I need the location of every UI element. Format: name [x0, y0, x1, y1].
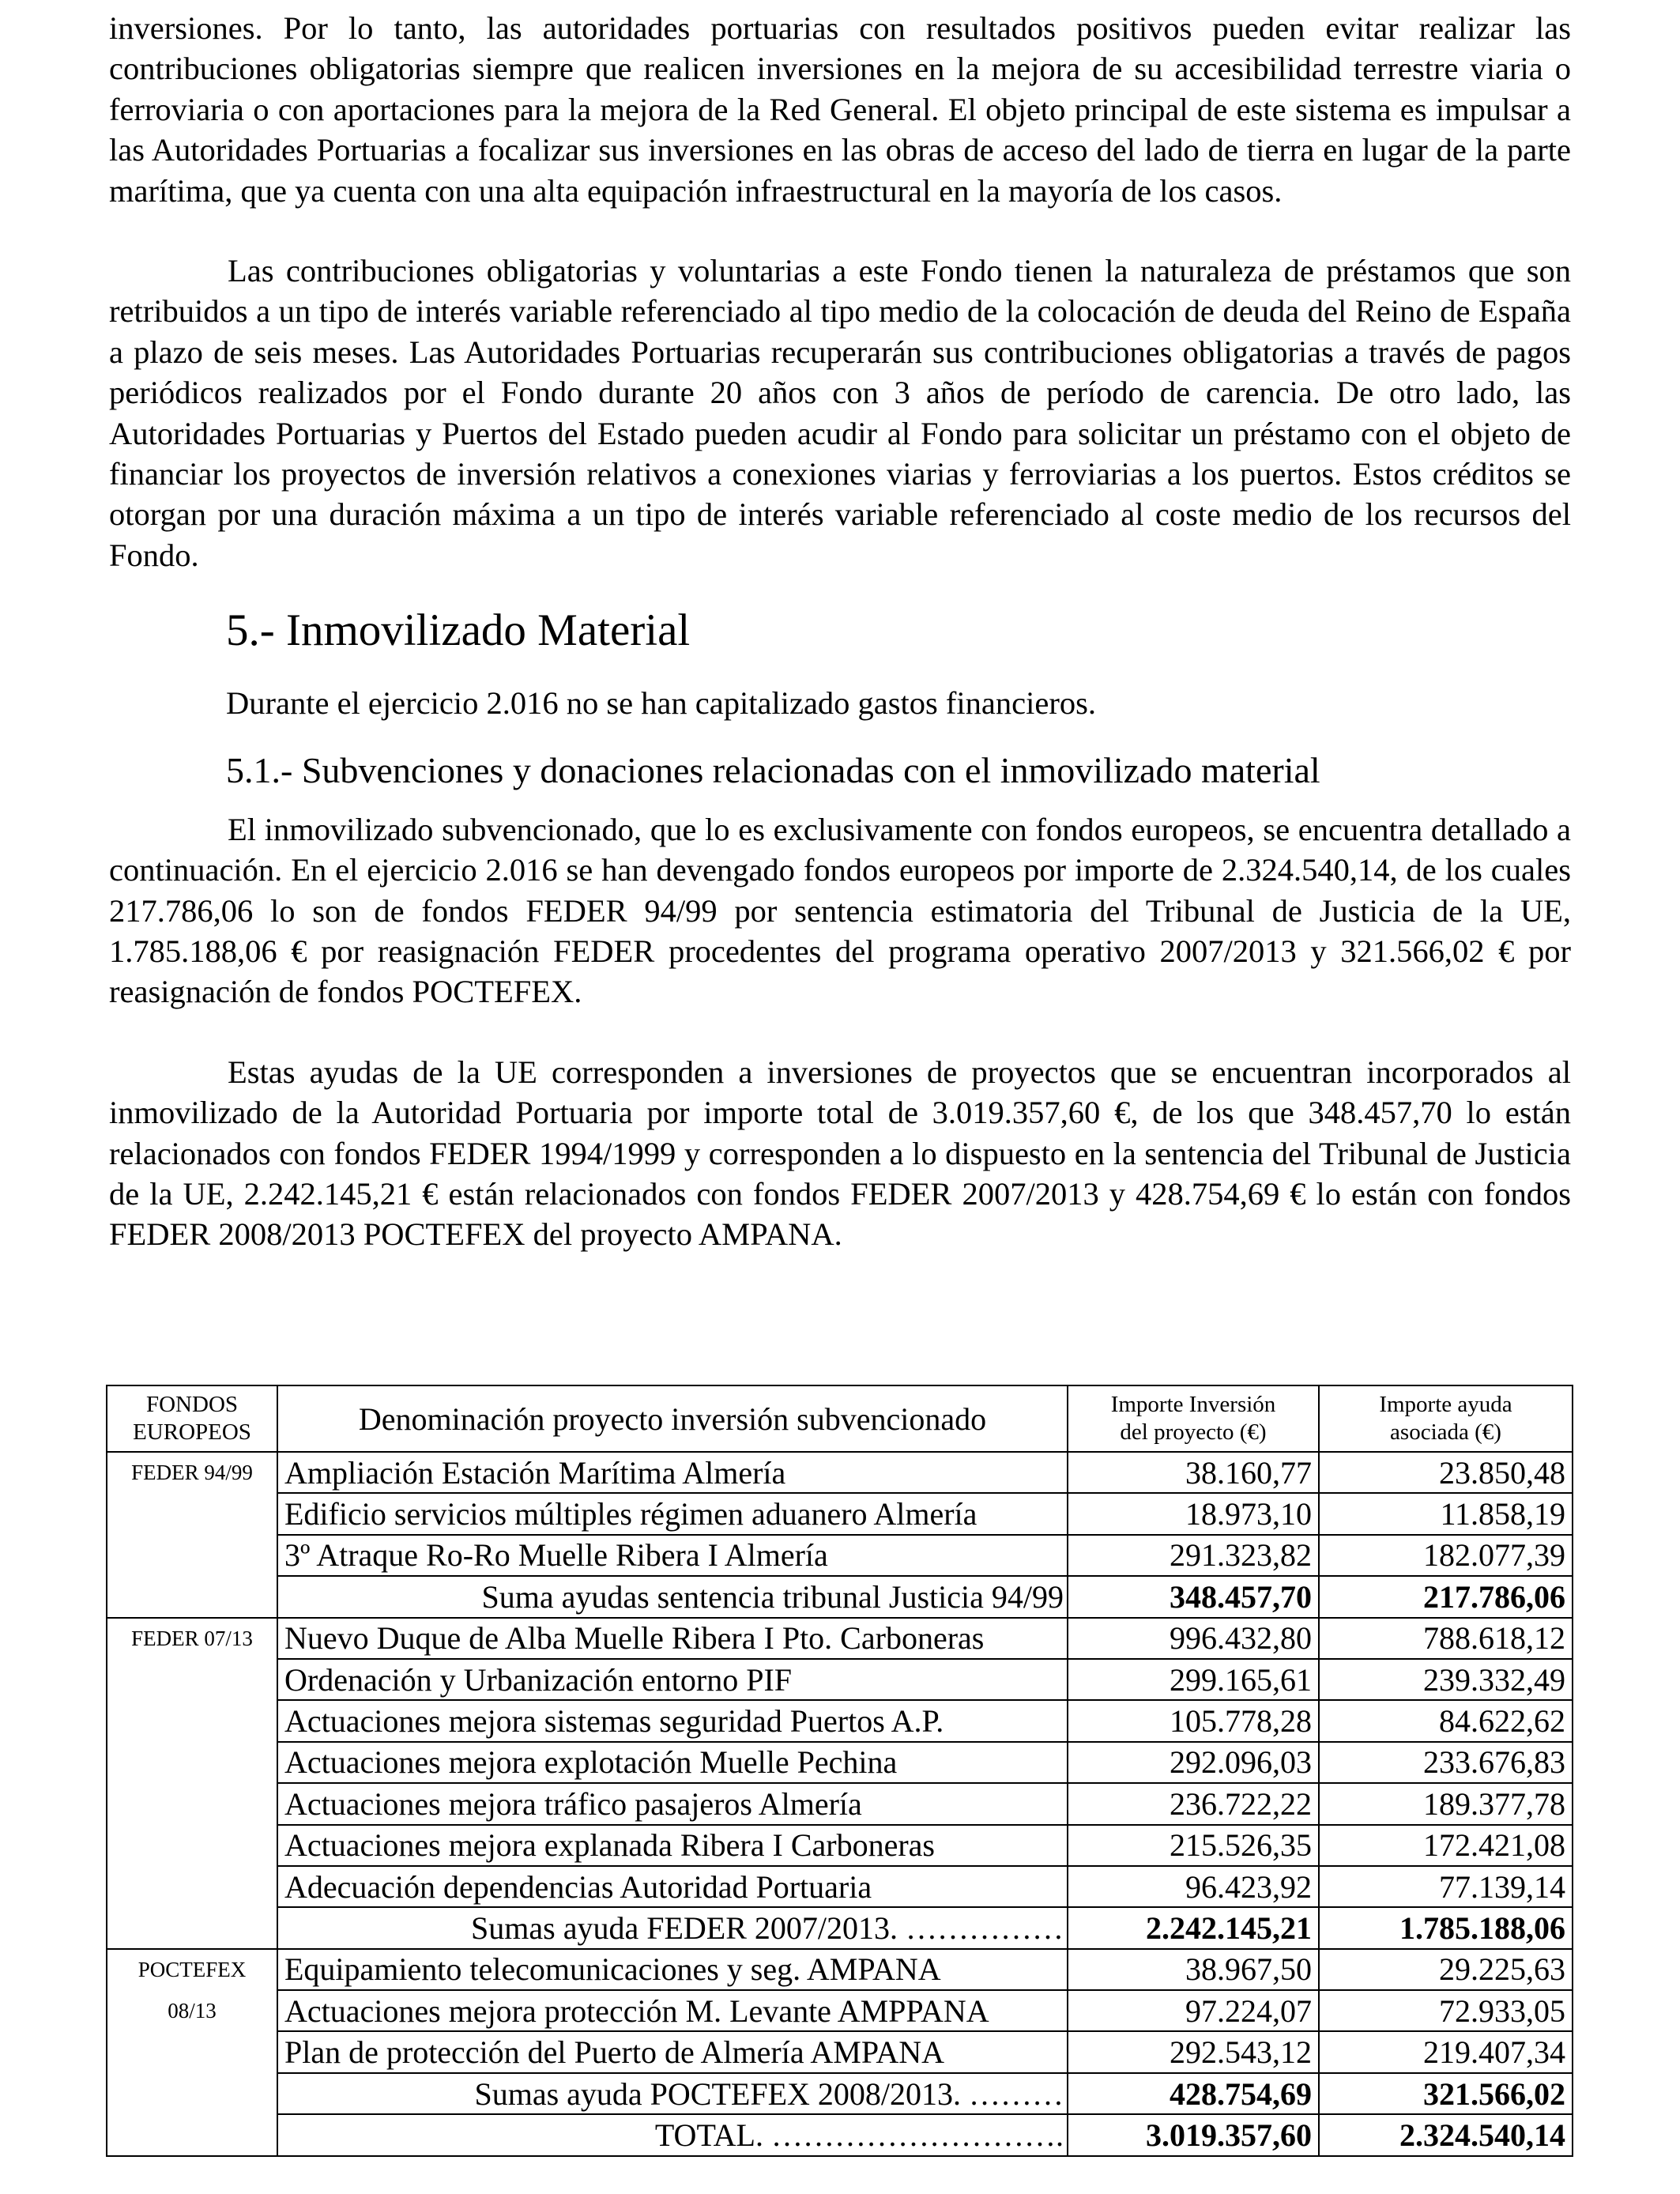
table-row	[107, 2031, 1573, 2072]
aid-cell: 219.407,34	[1319, 2031, 1573, 2072]
investment-cell: 292.096,03	[1068, 1742, 1319, 1783]
subtotal-investment-cell: 348.457,70	[1068, 1576, 1319, 1617]
fund-cell: 08/13	[107, 1990, 277, 2031]
investment-cell: 105.778,28	[1068, 1700, 1319, 1741]
investment-cell: 96.423,92	[1068, 1866, 1319, 1907]
project-name-cell: Ampliación Estación Marítima Almería	[277, 1452, 1068, 1493]
total-aid-cell: 2.324.540,14	[1319, 2114, 1573, 2155]
investment-cell: 18.973,10	[1068, 1493, 1319, 1534]
header-ayuda-line1: Importe ayuda	[1379, 1392, 1512, 1417]
aid-cell: 233.676,83	[1319, 1742, 1573, 1783]
subtotal-row	[107, 1907, 1573, 1948]
investment-cell: 291.323,82	[1068, 1535, 1319, 1576]
project-name-cell: Actuaciones mejora sistemas seguridad Puertos A.P.	[277, 1700, 1068, 1741]
investment-cell: 38.967,50	[1068, 1949, 1319, 1990]
header-inversion-line1: Importe Inversión	[1110, 1392, 1276, 1417]
section-heading-subvenciones: 5.1.- Subvenciones y donaciones relacionadas con el inmovilizado material	[226, 749, 1320, 790]
header-ayuda-line2: asociada (€)	[1390, 1419, 1501, 1445]
project-name-cell: Plan de protección del Puerto de Almería AMPANA	[277, 2031, 1068, 2072]
aid-cell: 172.421,08	[1319, 1825, 1573, 1866]
investment-cell: 38.160,77	[1068, 1452, 1319, 1493]
investment-cell: 215.526,35	[1068, 1825, 1319, 1866]
paragraph-ayudas-ue: Estas ayudas de la UE corresponden a inversiones de proyectos que se encuentran incorporados al inmovilizado de la Autoridad Portuaria por importe total de 3.019.357,60 €, de los que 348.457,70 lo están relacionados con fondos FEDER 1994/1999 y corresponden a lo dispuesto en la sentencia del Tribunal de Justicia de la UE, 2.242.145,21 € están relacionados con fondos FEDER 2007/2013 y 428.754,69 € lo están con fondos FEDER 2008/2013 POCTEFEX del proyecto AMPANA.	[109, 1054, 1571, 1253]
aid-cell: 788.618,12	[1319, 1618, 1573, 1659]
project-name-cell: Actuaciones mejora explanada Ribera I Carboneras	[277, 1825, 1068, 1866]
project-name-cell: Actuaciones mejora protección M. Levante AMPPANA	[277, 1990, 1068, 2031]
header-importe-inversion	[1068, 1385, 1319, 1452]
fund-cell: FEDER 07/13	[107, 1618, 277, 1659]
table-header-row	[107, 1385, 1573, 1452]
subtotal-label-cell: Suma ayudas sentencia tribunal Justicia 94/99	[277, 1576, 1068, 1617]
table-row	[107, 1949, 1573, 1990]
subtotal-aid-cell: 1.785.188,06	[1319, 1907, 1573, 1948]
fund-cell	[107, 1866, 277, 1907]
paragraph-ejercicio: Durante el ejercicio 2.016 no se han capitalizado gastos financieros.	[226, 685, 1096, 722]
fund-cell	[107, 1907, 277, 1948]
fund-cell	[107, 2114, 277, 2155]
investment-cell: 236.722,22	[1068, 1783, 1319, 1824]
paragraph-contribuciones: Las contribuciones obligatorias y voluntarias a este Fondo tienen la naturaleza de préstamos que son retribuidos a un tipo de interés variable referenciado al tipo medio de la colocación de deuda del Reino de España a plazo de seis meses. Las Autoridades Portuarias recuperarán sus contribuciones obligatorias a través de pagos periódicos realizados por el Fondo durante 20 años con 3 años de período de carencia. De otro lado, las Autoridades Portuarias y Puertos del Estado pueden acudir al Fondo para solicitar un préstamo con el objeto de financiar los proyectos de inversión relativos a conexiones viarias y ferroviarias a los puertos. Estos créditos se otorgan por una duración máxima a un tipo de interés variable referenciado al coste medio de los recursos del Fondo.	[109, 253, 1571, 573]
fund-cell	[107, 1825, 277, 1866]
table-row	[107, 1452, 1573, 1493]
table-row	[107, 1825, 1573, 1866]
aid-cell: 72.933,05	[1319, 1990, 1573, 2031]
fund-cell	[107, 1659, 277, 1700]
investment-cell: 299.165,61	[1068, 1659, 1319, 1700]
subtotal-aid-cell: 217.786,06	[1319, 1576, 1573, 1617]
table-row	[107, 1866, 1573, 1907]
investment-cell: 97.224,07	[1068, 1990, 1319, 2031]
fund-cell	[107, 1576, 277, 1617]
fund-cell	[107, 1783, 277, 1824]
subtotal-investment-cell: 428.754,69	[1068, 2073, 1319, 2114]
subtotal-aid-cell: 321.566,02	[1319, 2073, 1573, 2114]
project-name-cell: Equipamiento telecomunicaciones y seg. AMPANA	[277, 1949, 1068, 1990]
project-name-cell: Actuaciones mejora tráfico pasajeros Almería	[277, 1783, 1068, 1824]
header-fondos-line2: EUROPEOS	[133, 1419, 251, 1445]
table-row	[107, 1659, 1573, 1700]
fund-cell	[107, 2073, 277, 2114]
aid-cell: 77.139,14	[1319, 1866, 1573, 1907]
paragraph-inmovilizado-subvencionado: El inmovilizado subvencionado, que lo es exclusivamente con fondos europeos, se encuentra detallado a continuación. En el ejercicio 2.016 se han devengado fondos europeos por importe de 2.324.540,14, de los cuales 217.786,06 lo son de fondos FEDER 94/99 por sentencia estimatoria del Tribunal de Justicia de la UE, 1.785.188,06 € por reasignación FEDER procedentes del programa operativo 2007/2013 y 321.566,02 € por reasignación de fondos POCTEFEX.	[109, 811, 1571, 1010]
investment-cell: 292.543,12	[1068, 2031, 1319, 2072]
header-denominacion: Denominación proyecto inversión subvencionado	[277, 1385, 1068, 1452]
section-heading-inmovilizado: 5.- Inmovilizado Material	[226, 605, 691, 656]
fund-cell	[107, 1493, 277, 1534]
project-name-cell: Nuevo Duque de Alba Muelle Ribera I Pto. Carboneras	[277, 1618, 1068, 1659]
subtotal-row	[107, 1576, 1573, 1617]
fund-cell: POCTEFEX	[107, 1949, 277, 1990]
header-fondos-line1: FONDOS	[145, 1392, 239, 1417]
subtotal-investment-cell: 2.242.145,21	[1068, 1907, 1319, 1948]
investment-cell: 996.432,80	[1068, 1618, 1319, 1659]
aid-cell: 29.225,63	[1319, 1949, 1573, 1990]
fund-cell	[107, 2031, 277, 2072]
fund-cell	[107, 1742, 277, 1783]
table-row	[107, 1618, 1573, 1659]
subtotal-label-cell: Sumas ayuda POCTEFEX 2008/2013. ………	[277, 2073, 1068, 2114]
aid-cell: 84.622,62	[1319, 1700, 1573, 1741]
table-row	[107, 1783, 1573, 1824]
table-row	[107, 1493, 1573, 1534]
header-importe-ayuda	[1319, 1385, 1573, 1452]
project-name-cell: Edificio servicios múltiples régimen aduanero Almería	[277, 1493, 1068, 1534]
aid-cell: 189.377,78	[1319, 1783, 1573, 1824]
subsidies-table	[106, 1385, 1573, 2157]
header-fondos	[107, 1385, 277, 1452]
project-name-cell: Ordenación y Urbanización entorno PIF	[277, 1659, 1068, 1700]
subtotal-label-cell: Sumas ayuda FEDER 2007/2013. ……………	[277, 1907, 1068, 1948]
aid-cell: 11.858,19	[1319, 1493, 1573, 1534]
document-page	[109, 8, 1571, 1255]
total-investment-cell: 3.019.357,60	[1068, 2114, 1319, 2155]
total-row	[107, 2114, 1573, 2155]
fund-cell	[107, 1535, 277, 1576]
subtotal-row	[107, 2073, 1573, 2114]
project-name-cell: Adecuación dependencias Autoridad Portuaria	[277, 1866, 1068, 1907]
table-row	[107, 1700, 1573, 1741]
total-label-cell: TOTAL. ……………………….	[277, 2114, 1068, 2155]
project-name-cell: Actuaciones mejora explotación Muelle Pechina	[277, 1742, 1068, 1783]
aid-cell: 239.332,49	[1319, 1659, 1573, 1700]
paragraph-fondo-inversiones: inversiones. Por lo tanto, las autoridades portuarias con resultados positivos pueden evitar realizar las contribuciones obligatorias siempre que realicen inversiones en la mejora de su accesibilidad terrestre viaria o ferroviaria o con aportaciones para la mejora de la Red General. El objeto principal de este sistema es impulsar a las Autoridades Portuarias a focalizar sus inversiones en las obras de acceso del lado de tierra en lugar de la parte marítima, que ya cuenta con una alta equipación infraestructural en la mayoría de los casos.	[109, 10, 1571, 209]
table-row	[107, 1742, 1573, 1783]
aid-cell: 182.077,39	[1319, 1535, 1573, 1576]
fund-cell	[107, 1700, 277, 1741]
table-row	[107, 1535, 1573, 1576]
table-row	[107, 1990, 1573, 2031]
fund-cell: FEDER 94/99	[107, 1452, 277, 1493]
aid-cell: 23.850,48	[1319, 1452, 1573, 1493]
header-inversion-line2: del proyecto (€)	[1120, 1419, 1267, 1445]
project-name-cell: 3º Atraque Ro-Ro Muelle Ribera I Almería	[277, 1535, 1068, 1576]
